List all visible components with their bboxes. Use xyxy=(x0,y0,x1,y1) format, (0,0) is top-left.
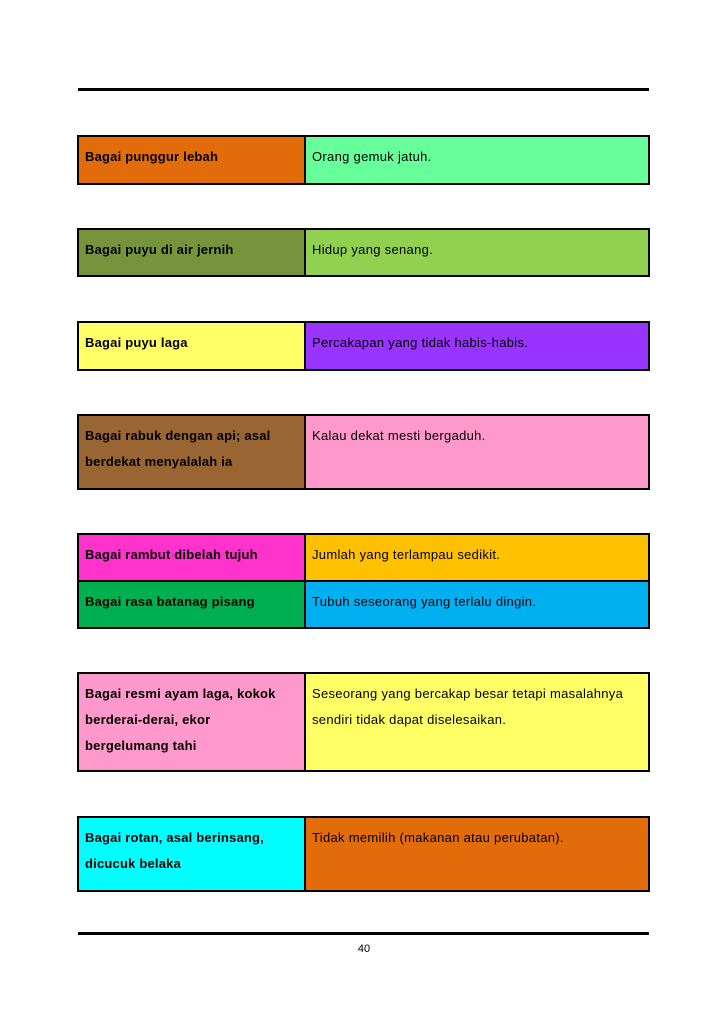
table-row xyxy=(78,534,649,581)
meaning-cell: Orang gemuk jatuh. xyxy=(305,136,649,184)
proverb-cell: Bagai puyu di air jernih xyxy=(78,229,305,276)
table-row xyxy=(78,581,649,628)
proverb-cell: Bagai puyu laga xyxy=(78,322,305,370)
footer-rule xyxy=(78,932,649,935)
proverb-table xyxy=(77,672,650,772)
proverb-table xyxy=(77,533,650,629)
table-row xyxy=(78,673,649,771)
proverb-cell: Bagai rotan, asal berinsang, dicucuk belaka xyxy=(78,817,305,891)
table-row xyxy=(78,415,649,489)
meaning-cell: Tubuh seseorang yang terlalu dingin. xyxy=(305,581,649,628)
proverb-cell: Bagai rambut dibelah tujuh xyxy=(78,534,305,581)
meaning-cell: Kalau dekat mesti bergaduh. xyxy=(305,415,649,489)
table-row xyxy=(78,229,649,276)
proverb-cell: Bagai rabuk dengan api; asal berdekat menyalalah ia xyxy=(78,415,305,489)
proverb-table xyxy=(77,816,650,892)
page-number: 40 xyxy=(357,943,371,955)
meaning-cell: Seseorang yang bercakap besar tetapi masalahnya sendiri tidak dapat diselesaikan. xyxy=(305,673,649,771)
meaning-cell: Jumlah yang terlampau sedikit. xyxy=(305,534,649,581)
proverb-cell: Bagai rasa batanag pisang xyxy=(78,581,305,628)
header-rule xyxy=(78,88,649,91)
meaning-cell: Hidup yang senang. xyxy=(305,229,649,276)
proverb-cell: Bagai resmi ayam laga, kokok berderai-derai, ekor bergelumang tahi xyxy=(78,673,305,771)
table-row xyxy=(78,322,649,370)
table-row xyxy=(78,136,649,184)
meaning-cell: Tidak memilih (makanan atau perubatan). xyxy=(305,817,649,891)
proverb-table xyxy=(77,321,650,371)
proverb-table xyxy=(77,228,650,277)
meaning-cell: Percakapan yang tidak habis-habis. xyxy=(305,322,649,370)
proverb-cell: Bagai punggur lebah xyxy=(78,136,305,184)
table-row xyxy=(78,817,649,891)
proverb-table xyxy=(77,414,650,490)
proverb-table xyxy=(77,135,650,185)
